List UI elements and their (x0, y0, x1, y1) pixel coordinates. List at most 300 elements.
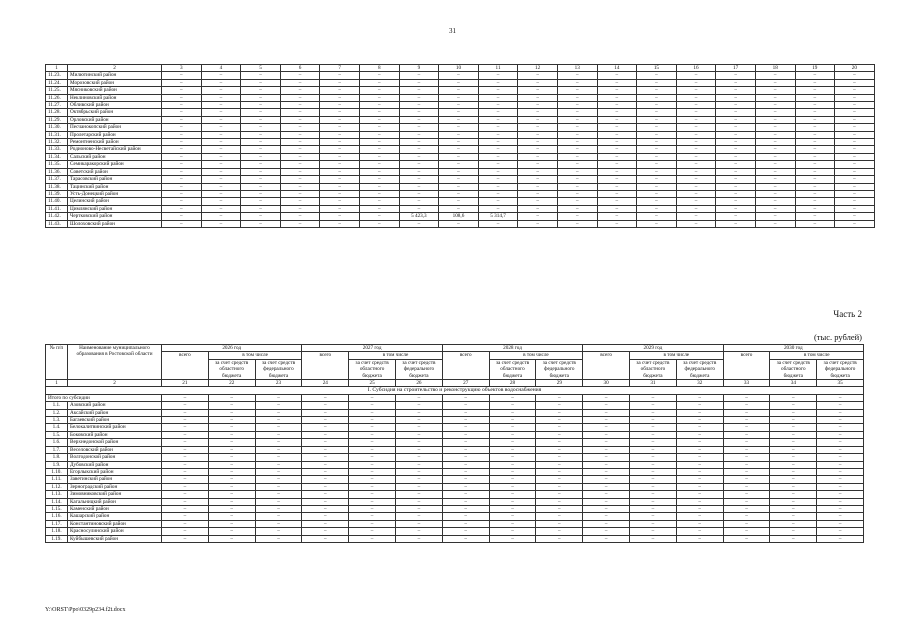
value-cell: – (676, 183, 716, 190)
value-cell: – (442, 520, 489, 527)
value-cell: – (359, 139, 399, 146)
value-cell: – (439, 220, 479, 227)
value-cell: – (302, 513, 349, 520)
value-cell: – (557, 176, 597, 183)
value-cell: – (359, 161, 399, 168)
value-cell: – (557, 131, 597, 138)
value-cell: – (637, 139, 677, 146)
value-cell: – (162, 124, 202, 131)
value-cell: – (637, 168, 677, 175)
value-cell: – (201, 190, 241, 197)
value-cell: – (835, 131, 875, 138)
federal-budget-header: за счет средств федерального бюджета (676, 359, 723, 379)
value-cell: – (255, 535, 302, 542)
value-cell: – (442, 498, 489, 505)
table-row (46, 87, 875, 94)
value-cell: – (723, 394, 770, 401)
value-cell: – (349, 468, 396, 475)
value-cell: – (320, 79, 360, 86)
value-cell: – (478, 205, 518, 212)
value-cell: – (396, 483, 443, 490)
value-cell: – (518, 87, 558, 94)
value-cell: – (597, 102, 637, 109)
value-cell: – (439, 205, 479, 212)
column-number-header: 34 (770, 380, 817, 387)
value-cell: – (241, 109, 281, 116)
value-cell: – (518, 116, 558, 123)
column-number-header: 2 (68, 380, 162, 387)
value-cell: – (302, 520, 349, 527)
value-cell: – (536, 402, 583, 409)
value-cell: – (208, 417, 255, 424)
value-cell: – (302, 505, 349, 512)
value-cell: – (637, 116, 677, 123)
value-cell: – (241, 79, 281, 86)
value-cell: – (597, 72, 637, 79)
page-number: 31 (449, 27, 456, 35)
value-cell: – (439, 183, 479, 190)
value-cell: – (835, 109, 875, 116)
value-cell: – (676, 528, 723, 535)
value-cell: – (489, 535, 536, 542)
value-cell: – (637, 190, 677, 197)
table-row (46, 535, 864, 542)
value-cell: – (583, 402, 630, 409)
value-cell: – (201, 205, 241, 212)
value-cell: – (518, 72, 558, 79)
value-cell: – (399, 153, 439, 160)
value-cell: – (597, 198, 637, 205)
table-row (46, 139, 875, 146)
value-cell: – (201, 139, 241, 146)
value-cell: – (359, 205, 399, 212)
value-cell: – (396, 454, 443, 461)
value-cell: – (439, 139, 479, 146)
value-cell: – (478, 124, 518, 131)
table-row (46, 498, 864, 505)
value-cell: – (208, 394, 255, 401)
table-row (46, 468, 864, 475)
value-cell: – (255, 424, 302, 431)
value-cell: – (439, 168, 479, 175)
value-cell: – (359, 198, 399, 205)
value-cell: – (399, 72, 439, 79)
value-cell: – (302, 439, 349, 446)
value-cell: – (755, 79, 795, 86)
value-cell: – (557, 190, 597, 197)
table-row (46, 439, 864, 446)
value-cell: – (637, 183, 677, 190)
value-cell: – (676, 139, 716, 146)
value-cell: – (755, 139, 795, 146)
value-cell: – (396, 528, 443, 535)
value-cell: – (255, 491, 302, 498)
value-cell: – (320, 153, 360, 160)
column-number-header: 19 (795, 65, 835, 72)
table-row (46, 528, 864, 535)
district-name: Тацинский район (68, 183, 162, 190)
value-cell: – (439, 161, 479, 168)
table-row (46, 183, 875, 190)
value-cell: – (770, 394, 817, 401)
value-cell: – (359, 220, 399, 227)
value-cell: 5 314,7 (478, 213, 518, 220)
district-name: Константиновский район (68, 520, 162, 527)
value-cell: – (716, 220, 756, 227)
value-cell: – (716, 87, 756, 94)
value-cell: – (536, 424, 583, 431)
including-header: в том числе (489, 352, 583, 359)
column-number-header: 13 (557, 65, 597, 72)
value-cell: – (241, 87, 281, 94)
total-header: всего (302, 352, 349, 380)
table-row (46, 198, 875, 205)
value-cell: – (536, 498, 583, 505)
column-number-header: 12 (518, 65, 558, 72)
file-path-footer: Y:\ORST\Ppo\0329p234.f2t.docx (45, 607, 126, 613)
value-cell: – (442, 431, 489, 438)
value-cell: – (637, 213, 677, 220)
regional-budget-header: за счет средств областного бюджета (349, 359, 396, 379)
value-cell: – (676, 205, 716, 212)
value-cell: – (320, 176, 360, 183)
value-cell: – (162, 431, 209, 438)
value-cell: – (518, 168, 558, 175)
value-cell: – (795, 183, 835, 190)
value-cell: – (637, 146, 677, 153)
value-cell: – (241, 116, 281, 123)
value-cell: – (755, 220, 795, 227)
value-cell: – (396, 402, 443, 409)
value-cell: – (442, 491, 489, 498)
column-number-header: 1 (46, 65, 68, 72)
value-cell: – (637, 131, 677, 138)
row-number: 1.9. (46, 461, 68, 468)
value-cell: – (302, 417, 349, 424)
value-cell: – (162, 213, 202, 220)
column-number-header: 11 (478, 65, 518, 72)
value-cell: – (489, 446, 536, 453)
value-cell: – (755, 183, 795, 190)
value-cell: – (557, 72, 597, 79)
value-cell: – (755, 213, 795, 220)
value-cell: – (208, 409, 255, 416)
value-cell: – (676, 505, 723, 512)
value-cell: – (439, 109, 479, 116)
value-cell: – (597, 94, 637, 101)
value-cell: – (795, 109, 835, 116)
value-cell: – (320, 146, 360, 153)
row-number: 11.35. (46, 161, 68, 168)
value-cell: – (201, 153, 241, 160)
value-cell: – (755, 116, 795, 123)
value-cell: – (723, 520, 770, 527)
value-cell: – (518, 153, 558, 160)
value-cell: – (320, 205, 360, 212)
value-cell: – (716, 161, 756, 168)
value-cell: – (478, 176, 518, 183)
value-cell: – (359, 183, 399, 190)
district-name: Верхнедонской район (68, 439, 162, 446)
district-name: Песчанокопский район (68, 124, 162, 131)
value-cell: – (255, 476, 302, 483)
value-cell: – (255, 402, 302, 409)
value-cell: – (637, 176, 677, 183)
table-row (46, 146, 875, 153)
value-cell: – (208, 476, 255, 483)
value-cell: – (755, 72, 795, 79)
value-cell: – (201, 168, 241, 175)
value-cell: – (201, 124, 241, 131)
value-cell: – (755, 153, 795, 160)
year-header: 2028 год (442, 345, 582, 352)
including-header: в том числе (208, 352, 302, 359)
value-cell: – (557, 161, 597, 168)
district-name: Шолоховский район (68, 220, 162, 227)
total-header: всего (723, 352, 770, 380)
value-cell: – (349, 520, 396, 527)
row-number: 11.43. (46, 220, 68, 227)
value-cell: – (597, 146, 637, 153)
value-cell: – (489, 424, 536, 431)
table-row (46, 483, 864, 490)
value-cell: – (557, 87, 597, 94)
value-cell: – (723, 402, 770, 409)
value-cell: – (320, 94, 360, 101)
value-cell: – (399, 190, 439, 197)
value-cell: – (478, 94, 518, 101)
value-cell: – (630, 468, 677, 475)
value-cell: – (302, 468, 349, 475)
value-cell: – (280, 213, 320, 220)
value-cell: – (536, 409, 583, 416)
value-cell: – (770, 513, 817, 520)
value-cell: – (637, 72, 677, 79)
value-cell: – (349, 431, 396, 438)
value-cell: – (320, 161, 360, 168)
value-cell: – (835, 124, 875, 131)
value-cell: – (716, 109, 756, 116)
value-cell: – (637, 124, 677, 131)
value-cell: – (835, 198, 875, 205)
value-cell: – (478, 198, 518, 205)
column-number-header: 14 (597, 65, 637, 72)
value-cell: – (583, 409, 630, 416)
value-cell: – (399, 109, 439, 116)
value-cell: – (676, 468, 723, 475)
district-name: Зимовниковский район (68, 491, 162, 498)
value-cell: – (399, 87, 439, 94)
value-cell: – (630, 402, 677, 409)
value-cell: – (241, 102, 281, 109)
value-cell: – (396, 431, 443, 438)
value-cell: – (557, 124, 597, 131)
district-name: Дубовский район (68, 461, 162, 468)
value-cell: – (583, 535, 630, 542)
value-cell: – (597, 161, 637, 168)
value-cell: – (817, 409, 864, 416)
row-number: 11.33. (46, 146, 68, 153)
value-cell: – (396, 468, 443, 475)
value-cell: – (359, 213, 399, 220)
value-cell: – (162, 161, 202, 168)
value-cell: – (439, 198, 479, 205)
value-cell: – (280, 190, 320, 197)
value-cell: – (302, 424, 349, 431)
value-cell: – (795, 87, 835, 94)
value-cell: – (676, 146, 716, 153)
table-row (46, 220, 875, 227)
value-cell: – (770, 483, 817, 490)
value-cell: – (162, 446, 209, 453)
value-cell: – (302, 476, 349, 483)
value-cell: – (208, 446, 255, 453)
value-cell: – (201, 79, 241, 86)
value-cell: – (770, 409, 817, 416)
value-cell: – (201, 94, 241, 101)
value-cell: – (162, 491, 209, 498)
value-cell: – (536, 528, 583, 535)
table-row (46, 491, 864, 498)
value-cell: – (302, 491, 349, 498)
value-cell: – (716, 198, 756, 205)
value-cell: – (439, 72, 479, 79)
value-cell: – (320, 190, 360, 197)
value-cell: – (723, 424, 770, 431)
value-cell: – (597, 213, 637, 220)
value-cell: – (396, 513, 443, 520)
value-cell: – (241, 213, 281, 220)
including-header: в том числе (349, 352, 443, 359)
value-cell: – (795, 220, 835, 227)
value-cell: – (518, 79, 558, 86)
value-cell: – (755, 161, 795, 168)
value-cell: – (478, 72, 518, 79)
value-cell: – (630, 520, 677, 527)
value-cell: – (755, 87, 795, 94)
column-header-number: № п/п (46, 345, 68, 380)
value-cell: – (349, 402, 396, 409)
value-cell: – (755, 198, 795, 205)
row-number: 1.1. (46, 402, 68, 409)
value-cell: – (201, 161, 241, 168)
value-cell: – (162, 498, 209, 505)
value-cell: – (349, 424, 396, 431)
value-cell: – (676, 213, 716, 220)
value-cell: – (597, 153, 637, 160)
value-cell: – (489, 431, 536, 438)
value-cell: – (280, 116, 320, 123)
value-cell: – (255, 417, 302, 424)
value-cell: – (583, 520, 630, 527)
value-cell: – (835, 220, 875, 227)
value-cell: – (399, 79, 439, 86)
value-cell: – (770, 491, 817, 498)
value-cell: – (583, 439, 630, 446)
value-cell: – (302, 402, 349, 409)
value-cell: – (255, 483, 302, 490)
value-cell: – (817, 513, 864, 520)
column-number-header: 23 (255, 380, 302, 387)
value-cell: – (478, 183, 518, 190)
column-number-header: 21 (162, 380, 209, 387)
value-cell: – (201, 198, 241, 205)
value-cell: – (676, 476, 723, 483)
value-cell: – (349, 446, 396, 453)
value-cell: – (208, 505, 255, 512)
value-cell: – (795, 168, 835, 175)
value-cell: – (162, 520, 209, 527)
row-number: 11.42. (46, 213, 68, 220)
district-name: Обливский район (68, 102, 162, 109)
value-cell: – (676, 87, 716, 94)
total-header: всего (442, 352, 489, 380)
table-row (46, 417, 864, 424)
value-cell: – (399, 198, 439, 205)
value-cell: – (795, 205, 835, 212)
value-cell: – (399, 131, 439, 138)
value-cell: – (676, 491, 723, 498)
value-cell: – (770, 431, 817, 438)
value-cell: – (302, 454, 349, 461)
value-cell: – (399, 183, 439, 190)
part-label: Часть 2 (833, 309, 862, 319)
value-cell: – (518, 94, 558, 101)
value-cell: – (280, 109, 320, 116)
value-cell: – (280, 72, 320, 79)
value-cell: – (518, 176, 558, 183)
value-cell: – (208, 535, 255, 542)
row-number: 11.37. (46, 176, 68, 183)
value-cell: – (597, 183, 637, 190)
value-cell: – (536, 483, 583, 490)
value-cell: – (399, 116, 439, 123)
column-number-header: 7 (320, 65, 360, 72)
table-row (46, 131, 875, 138)
value-cell: – (630, 476, 677, 483)
value-cell: – (162, 424, 209, 431)
value-cell: – (557, 220, 597, 227)
value-cell: – (478, 116, 518, 123)
value-cell: – (723, 513, 770, 520)
value-cell: – (442, 505, 489, 512)
column-number-header: 9 (399, 65, 439, 72)
value-cell: – (723, 461, 770, 468)
value-cell: – (676, 131, 716, 138)
value-cell: – (597, 190, 637, 197)
total-row (46, 394, 864, 401)
value-cell: – (478, 153, 518, 160)
value-cell: – (835, 79, 875, 86)
value-cell: – (489, 454, 536, 461)
value-cell: – (770, 468, 817, 475)
value-cell: – (201, 102, 241, 109)
district-name: Неклиновский район (68, 94, 162, 101)
value-cell: – (489, 483, 536, 490)
value-cell: – (817, 424, 864, 431)
value-cell: – (518, 139, 558, 146)
value-cell: – (723, 417, 770, 424)
table-row (46, 102, 875, 109)
value-cell: – (597, 205, 637, 212)
row-number: 11.23. (46, 72, 68, 79)
value-cell: – (359, 87, 399, 94)
column-number-header: 1 (46, 380, 68, 387)
value-cell: – (795, 131, 835, 138)
district-name: Белокалитвинский район (68, 424, 162, 431)
value-cell: – (597, 79, 637, 86)
district-name: Ремонтненский район (68, 139, 162, 146)
